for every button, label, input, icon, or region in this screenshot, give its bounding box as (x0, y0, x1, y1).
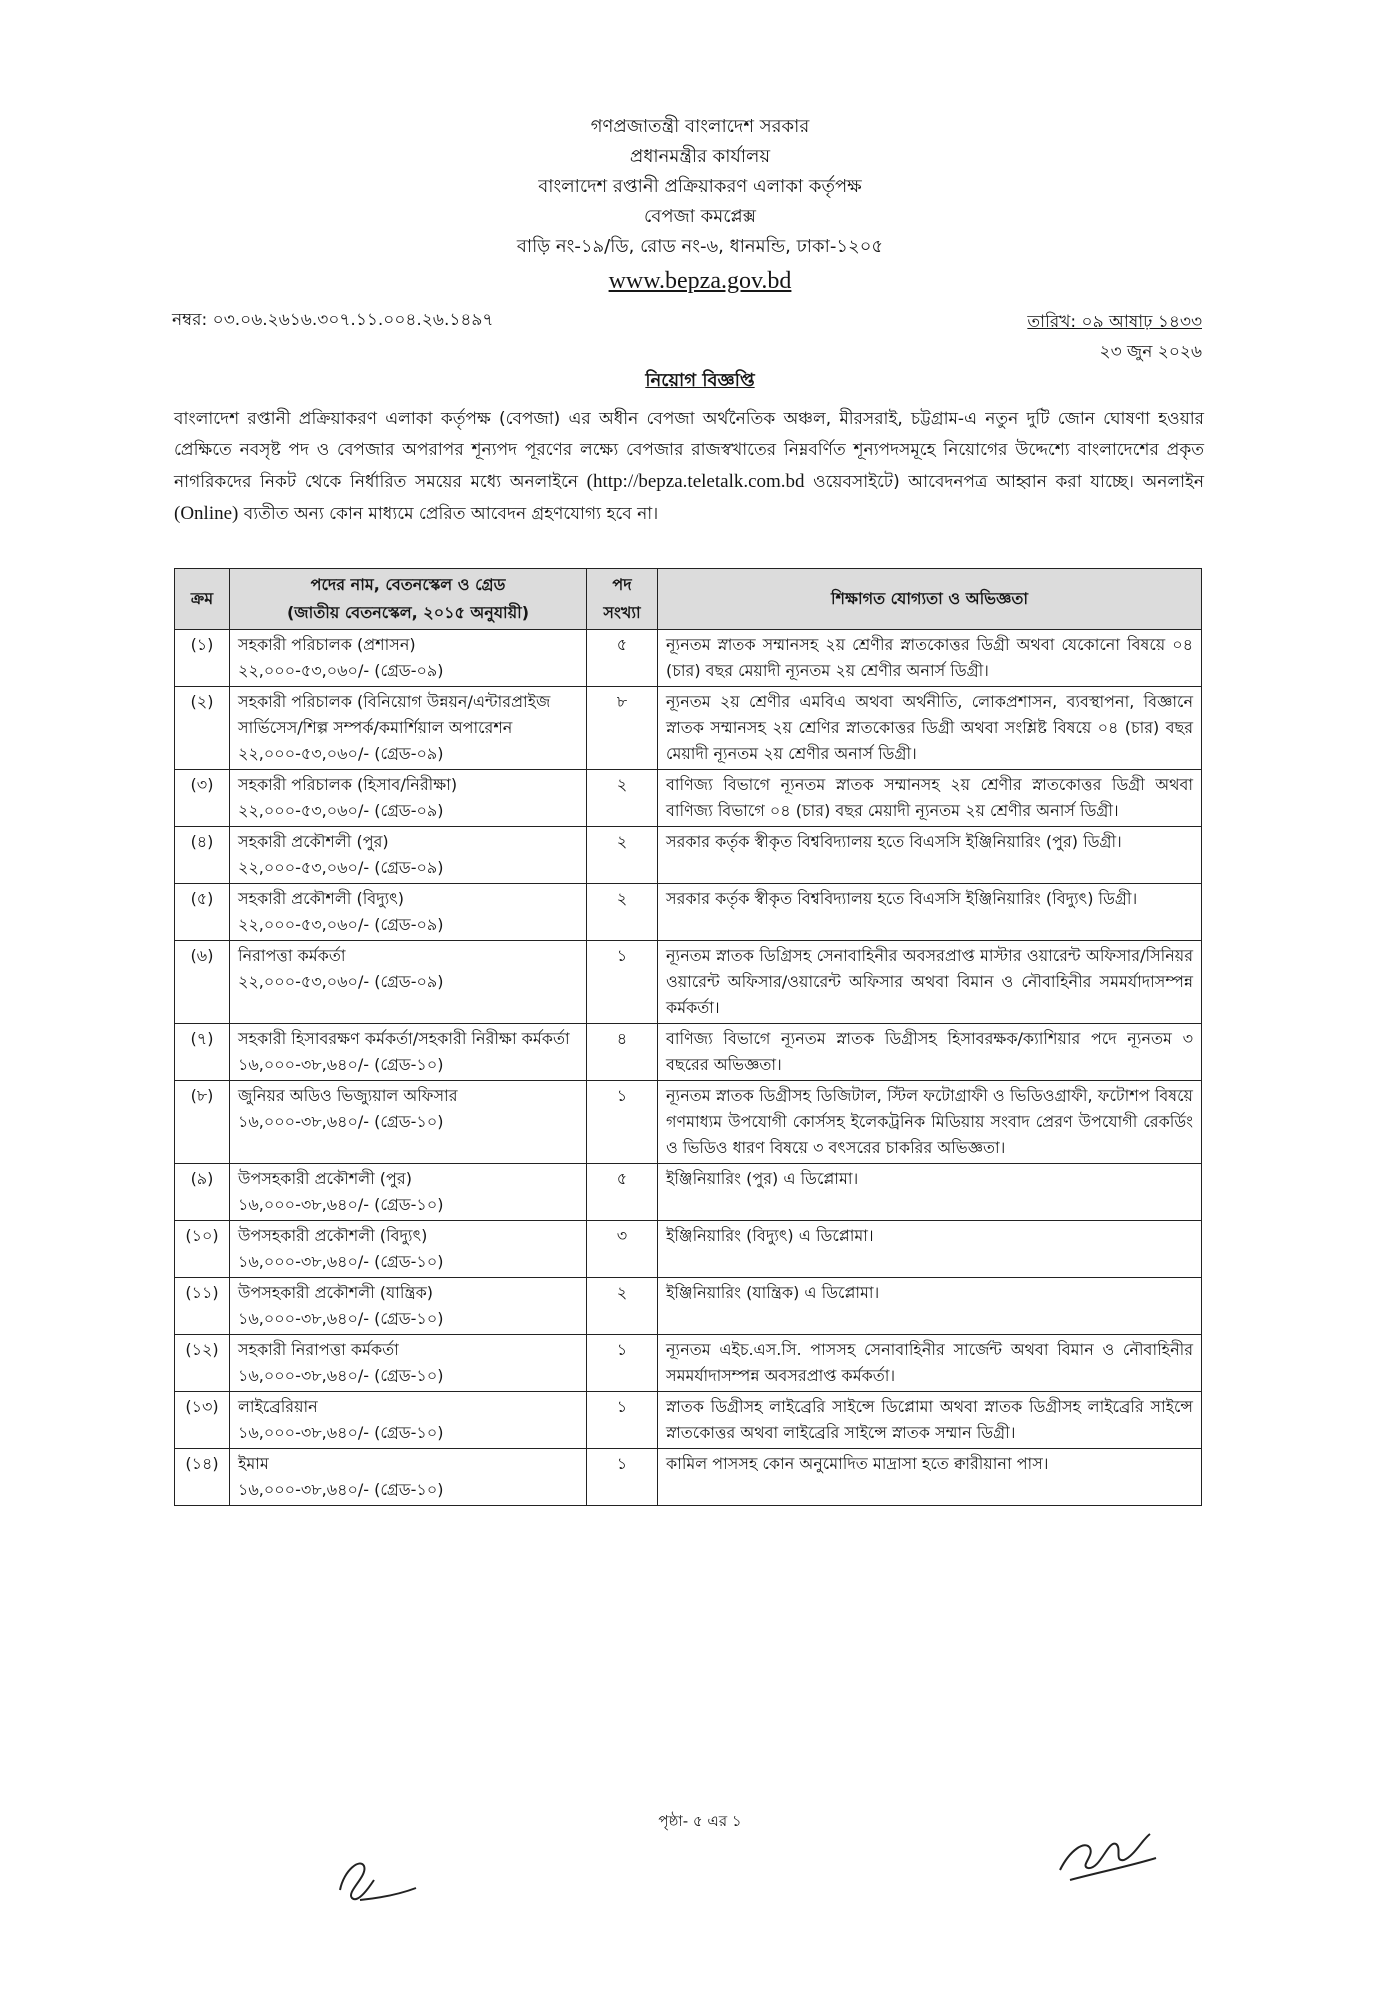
online-word: (Online) (174, 503, 239, 524)
row-post-count: ৫ (587, 1164, 658, 1221)
pay-scale: ১৬,০০০-৩৮,৬৪০/- (গ্রেড-১০) (238, 1480, 444, 1499)
pay-scale: ১৬,০০০-৩৮,৬৪০/- (গ্রেড-১০) (238, 1366, 444, 1385)
table-row (175, 941, 1202, 1024)
table-row (175, 1278, 1202, 1335)
row-post (230, 687, 587, 770)
post-name: লাইব্রেরিয়ান (238, 1397, 318, 1416)
pay-scale: ১৬,০০০-৩৮,৬৪০/- (গ্রেড-১০) (238, 1252, 444, 1271)
pay-scale: ১৬,০০০-৩৮,৬৪০/- (গ্রেড-১০) (238, 1195, 444, 1214)
page-number: পৃষ্ঠা- ৫ এর ১ (658, 1812, 742, 1830)
row-post (230, 941, 587, 1024)
pay-scale: ২২,০০০-৫৩,০৬০/- (গ্রেড-০৯) (238, 915, 444, 934)
row-post (230, 1335, 587, 1392)
header-name (230, 569, 587, 630)
pay-scale: ১৬,০০০-৩৮,৬৪০/- (গ্রেড-১০) (238, 1112, 444, 1131)
header-name-main: পদের নাম, বেতনস্কেল ও গ্রেড (310, 575, 506, 594)
row-serial: (১৩) (175, 1392, 230, 1449)
pay-scale: ১৬,০০০-৩৮,৬৪০/- (গ্রেড-১০) (238, 1055, 444, 1074)
website-link[interactable]: www.bepza.gov.bd (608, 268, 792, 294)
row-serial: (১০) (175, 1221, 230, 1278)
post-name: জুনিয়র অডিও ভিজ্যুয়াল অফিসার (238, 1086, 458, 1105)
table-row (175, 884, 1202, 941)
table-header-row (175, 569, 1202, 630)
pay-scale: ১৬,০০০-৩৮,৬৪০/- (গ্রেড-১০) (238, 1423, 444, 1442)
notice-title-text: নিয়োগ বিজ্ঞপ্তি (645, 370, 755, 391)
row-post-count: ১ (587, 1081, 658, 1164)
row-qualification: বাণিজ্য বিভাগে ন্যূনতম স্নাতক ডিগ্রীসহ হিসাবরক্ষক/ক্যাশিয়ার পদে ন্যূনতম ৩ বছরের অভিজ্ঞতা। (658, 1024, 1202, 1081)
header-count-sub: সংখ্যা (603, 603, 641, 622)
row-post-count: ৩ (587, 1221, 658, 1278)
table-row (175, 770, 1202, 827)
row-serial: (১) (175, 630, 230, 687)
post-name: উপসহকারী প্রকৌশলী (পুর) (238, 1169, 412, 1188)
table-row (175, 1081, 1202, 1164)
post-name: সহকারী প্রকৌশলী (বিদ্যুৎ) (238, 889, 405, 908)
post-name: ইমাম (238, 1454, 269, 1473)
pay-scale: ১৬,০০০-৩৮,৬৪০/- (গ্রেড-১০) (238, 1309, 444, 1328)
table-row (175, 1392, 1202, 1449)
post-name: উপসহকারী প্রকৌশলী (যান্ত্রিক) (238, 1283, 434, 1302)
row-qualification: ন্যূনতম স্নাতক ডিগ্রীসহ ডিজিটাল, স্টিল ফটোগ্রাফী ও ভিডিওগ্রাফী, ফটোশপ বিষয়ে গণমাধ্যম উপযোগী কোর্সসহ ইলেকট্রনিক মিডিয়ায় সংবাদ প্রেরণ উপযোগী রেকর্ডিং ও ভিডিও ধারণ বিষয়ে ৩ বৎসরের চাকরির অভিজ্ঞতা। (658, 1081, 1202, 1164)
header-qualification: শিক্ষাগত যোগ্যতা ও অভিজ্ঞতা (658, 569, 1202, 630)
date-english: ২৩ জুন ২০২৬ (1099, 342, 1202, 362)
pay-scale: ২২,০০০-৫৩,০৬০/- (গ্রেড-০৯) (238, 744, 444, 763)
row-qualification: ন্যূনতম ২য় শ্রেণীর এমবিএ অথবা অর্থনীতি, লোকপ্রশাসন, ব্যবস্থাপনা, বিজ্ঞানে স্নাতক সম্মানসহ ২য় শ্রেণির স্নাতকোত্তর ডিগ্রী অথবা সংশ্লিষ্ট বিষয়ে ০৪ (চার) বছর মেয়াদী ন্যূনতম ২য় শ্রেণীর অনার্স ডিগ্রী। (658, 687, 1202, 770)
table-row (175, 687, 1202, 770)
row-qualification: ইঞ্জিনিয়ারিং (বিদ্যুৎ) এ ডিপ্লোমা। (658, 1221, 1202, 1278)
row-serial: (৬) (175, 941, 230, 1024)
post-name: সহকারী পরিচালক (বিনিয়োগ উন্নয়ন/এন্টারপ্রাইজ সার্ভিসেস/শিল্প সম্পর্ক/কমার্শিয়াল অপারেশন (238, 692, 551, 737)
table-row (175, 630, 1202, 687)
row-post (230, 827, 587, 884)
row-qualification: সরকার কর্তৃক স্বীকৃত বিশ্ববিদ্যালয় হতে বিএসসি ইঞ্জিনিয়ারিং (পুর) ডিগ্রী। (658, 827, 1202, 884)
row-qualification: সরকার কর্তৃক স্বীকৃত বিশ্ববিদ্যালয় হতে বিএসসি ইঞ্জিনিয়ারিং (বিদ্যুৎ) ডিগ্রী। (658, 884, 1202, 941)
row-qualification: বাণিজ্য বিভাগে ন্যূনতম স্নাতক সম্মানসহ ২য় শ্রেণীর স্নাতকোত্তর ডিগ্রী অথবা বাণিজ্য বিভাগে ০৪ (চার) বছর মেয়াদী ন্যূনতম ২য় শ্রেণীর অনার্স ডিগ্রী। (658, 770, 1202, 827)
authority-name: বাংলাদেশ রপ্তানী প্রক্রিয়াকরণ এলাকা কর্তৃপক্ষ (538, 176, 862, 197)
row-post (230, 630, 587, 687)
row-post-count: ১ (587, 1392, 658, 1449)
row-post (230, 1164, 587, 1221)
row-serial: (৩) (175, 770, 230, 827)
row-post (230, 1449, 587, 1506)
letterhead (250, 112, 1150, 298)
row-post-count: ১ (587, 1449, 658, 1506)
row-serial: (১৪) (175, 1449, 230, 1506)
date-bangla: তারিখ: ০৯ আষাঢ় ১৪৩৩ (1027, 312, 1202, 332)
row-post-count: ৫ (587, 630, 658, 687)
row-serial: (৫) (175, 884, 230, 941)
row-qualification: কামিল পাসসহ কোন অনুমোদিত মাদ্রাসা হতে ক্বারীয়ানা পাস। (658, 1449, 1202, 1506)
row-post-count: ২ (587, 1278, 658, 1335)
row-qualification: ইঞ্জিনিয়ারিং (পুর) এ ডিপ্লোমা। (658, 1164, 1202, 1221)
application-link[interactable]: (http://bepza.teletalk.com.bd (586, 471, 805, 492)
pay-scale: ২২,০০০-৫৩,০৬০/- (গ্রেড-০৯) (238, 858, 444, 877)
row-serial: (৮) (175, 1081, 230, 1164)
row-post (230, 1392, 587, 1449)
post-name: সহকারী পরিচালক (প্রশাসন) (238, 635, 416, 654)
table-row (175, 1221, 1202, 1278)
header-count (587, 569, 658, 630)
row-post-count: ২ (587, 884, 658, 941)
office-name: প্রধানমন্ত্রীর কার্যালয় (629, 146, 771, 167)
row-post-count: ১ (587, 1335, 658, 1392)
pay-scale: ২২,০০০-৫৩,০৬০/- (গ্রেড-০৯) (238, 801, 444, 820)
post-name: সহকারী নিরাপত্তা কর্মকর্তা (238, 1340, 399, 1359)
row-qualification: ন্যূনতম স্নাতক সম্মানসহ ২য় শ্রেণীর স্নাতকোত্তর ডিগ্রী অথবা যেকোনো বিষয়ে ০৪ (চার) বছর মেয়াদী ন্যূনতম ২য় শ্রেণীর অনার্স ডিগ্রী। (658, 630, 1202, 687)
row-post (230, 770, 587, 827)
intro-paragraph (174, 404, 1204, 530)
table-row (175, 1449, 1202, 1506)
table-row (175, 1024, 1202, 1081)
intro-part-3: ব্যতীত অন্য কোন মাধ্যমে প্রেরিত আবেদন গ্রহণযোগ্য হবে না। (238, 504, 659, 524)
intro-part-2: ওয়েবসাইটে) আবেদনপত্র আহ্বান করা যাচ্ছে। অনলাইন (804, 472, 1204, 492)
header-name-sub: (জাতীয় বেতনস্কেল, ২০১৫ অনুযায়ী) (286, 603, 530, 622)
table-row (175, 1164, 1202, 1221)
row-serial: (১১) (175, 1278, 230, 1335)
row-serial: (২) (175, 687, 230, 770)
row-post (230, 1221, 587, 1278)
row-qualification: ন্যূনতম স্নাতক ডিগ্রিসহ সেনাবাহিনীর অবসরপ্রাপ্ত মাস্টার ওয়ারেন্ট অফিসার/সিনিয়র ওয়ারেন্ট অফিসার/ওয়ারেন্ট অফিসার অথবা বিমান ও নৌবাহিনীর সমমর্যাদাসম্পন্ন কর্মকর্তা। (658, 941, 1202, 1024)
row-serial: (৯) (175, 1164, 230, 1221)
row-qualification: ন্যূনতম এইচ.এস.সি. পাসসহ সেনাবাহিনীর সার্জেন্ট অথবা বিমান ও নৌবাহিনীর সমমর্যাদাসম্পন্ন অবসরপ্রাপ্ত কর্মকর্তা। (658, 1335, 1202, 1392)
post-name: নিরাপত্তা কর্মকর্তা (238, 946, 346, 965)
row-post-count: ২ (587, 770, 658, 827)
row-serial: (৪) (175, 827, 230, 884)
government-name: গণপ্রজাতন্ত্রী বাংলাদেশ সরকার (590, 116, 810, 137)
row-serial: (১২) (175, 1335, 230, 1392)
posts-table (174, 568, 1202, 1506)
row-post-count: ২ (587, 827, 658, 884)
table-row (175, 1335, 1202, 1392)
date-block (1027, 307, 1202, 367)
signature-right (1050, 1810, 1160, 1890)
row-qualification: স্নাতক ডিগ্রীসহ লাইব্রেরি সাইন্সে ডিপ্লোমা অথবা স্নাতক ডিগ্রীসহ লাইব্রেরি সাইন্সে স্নাতকোত্তর অথবা লাইব্রেরি সাইন্সে স্নাতক সম্মান ডিগ্রী। (658, 1392, 1202, 1449)
address: বাড়ি নং-১৯/ডি, রোড নং-৬, ধানমন্ডি, ঢাকা-১২০৫ (516, 236, 884, 257)
row-post (230, 1024, 587, 1081)
row-post-count: ৪ (587, 1024, 658, 1081)
row-post (230, 1081, 587, 1164)
table-row (175, 827, 1202, 884)
intro-part-1: বাংলাদেশ রপ্তানী প্রক্রিয়াকরণ এলাকা কর্তৃপক্ষ (বেপজা) এর অধীন বেপজা অর্থনৈতিক অঞ্চল, মীরসরাই, চট্টগ্রাম-এ নতুন দুটি জোন ঘোষণা হওয়ার প্রেক্ষিতে নবসৃষ্ট পদ ও বেপজার অপরাপর শূন্যপদ পূরণের লক্ষ্যে বেপজার রাজস্বখাতের নিম্নবর্ণিত শূন্যপদসমূহে নিয়োগের উদ্দেশ্যে বাংলাদেশের প্রকৃত নাগরিকদের নিকট থেকে নির্ধারিত সময়ের মধ্যে অনলাইনে (174, 409, 1204, 492)
row-post-count: ১ (587, 941, 658, 1024)
row-qualification: ইঞ্জিনিয়ারিং (যান্ত্রিক) এ ডিপ্লোমা। (658, 1278, 1202, 1335)
post-name: সহকারী প্রকৌশলী (পুর) (238, 832, 389, 851)
post-name: উপসহকারী প্রকৌশলী (বিদ্যুৎ) (238, 1226, 428, 1245)
notice-title (0, 366, 1400, 397)
header-serial: ক্রম (175, 569, 230, 630)
row-post-count: ৮ (587, 687, 658, 770)
post-name: সহকারী হিসাবরক্ষণ কর্মকর্তা/সহকারী নিরীক্ষা কর্মকর্তা (238, 1029, 570, 1048)
row-serial: (৭) (175, 1024, 230, 1081)
header-count-main: পদ (612, 575, 632, 594)
row-post (230, 1278, 587, 1335)
post-name: সহকারী পরিচালক (হিসাব/নিরীক্ষা) (238, 775, 458, 794)
complex-name: বেপজা কমপ্লেক্স (644, 206, 756, 227)
memo-number: নম্বর: ০৩.০৬.২৬১৬.৩০৭.১১.০০৪.২৬.১৪৯৭ (172, 310, 494, 330)
pay-scale: ২২,০০০-৫৩,০৬০/- (গ্রেড-০৯) (238, 661, 444, 680)
signature-left (330, 1850, 420, 1910)
pay-scale: ২২,০০০-৫৩,০৬০/- (গ্রেড-০৯) (238, 972, 444, 991)
row-post (230, 884, 587, 941)
